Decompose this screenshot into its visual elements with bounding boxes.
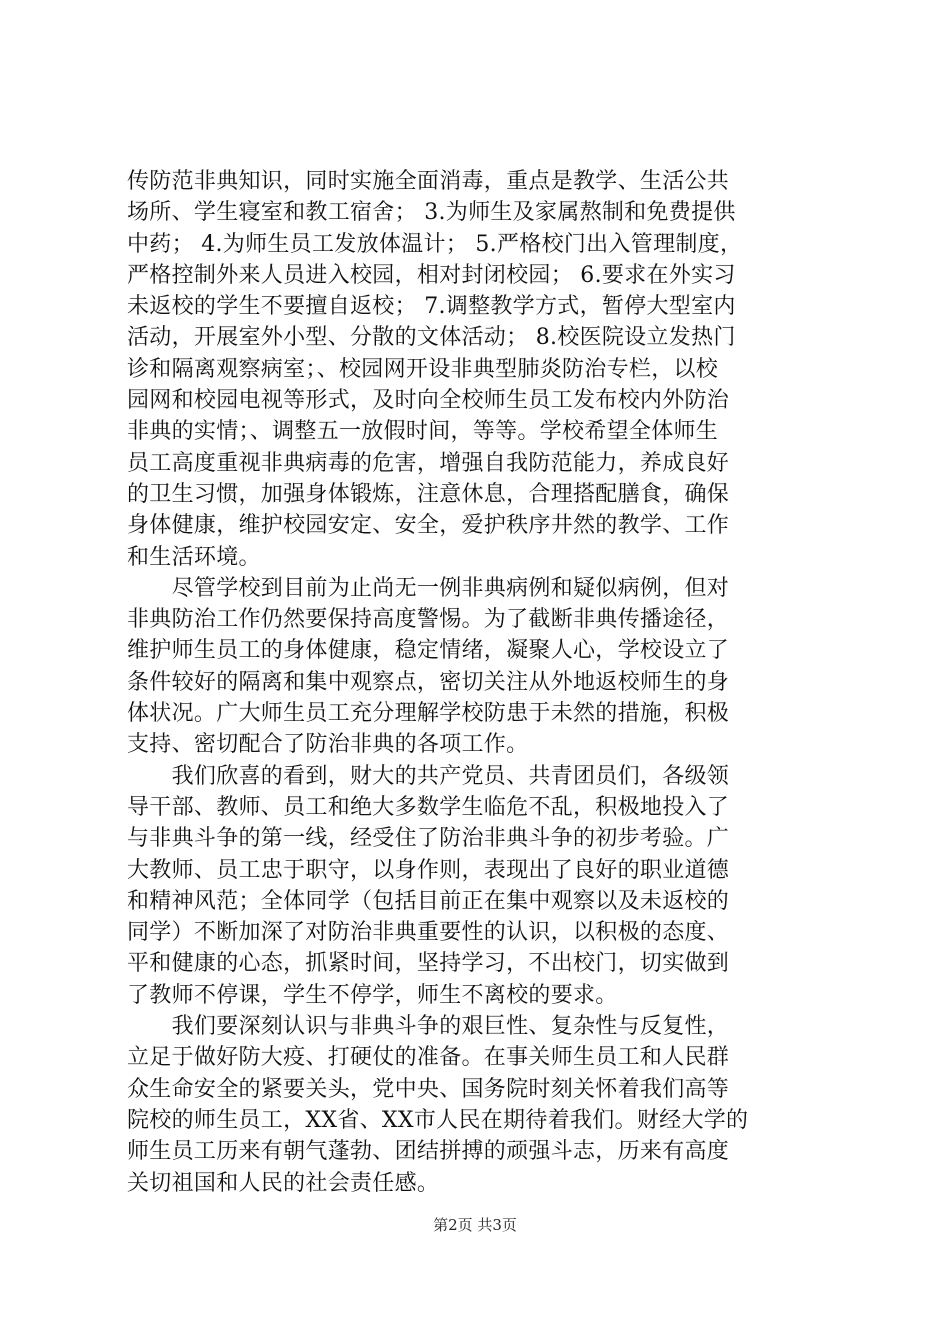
text-line: 和精神风范；全体同学（包括目前正在集中观察以及未返校的 xyxy=(127,888,730,914)
text-line: 未返校的学生不要擅自返校； 7.调整教学方式，暂停大型室内 xyxy=(127,294,736,320)
text-line: 体状况。广大师生员工充分理解学校防患于未然的措施，积极 xyxy=(127,701,730,727)
text-line: 同学）不断加深了对防治非典重要性的认识，以积极的态度、 xyxy=(127,920,730,946)
text-line: 非典的实情；、调整五一放假时间，等等。学校希望全体师生 xyxy=(127,419,719,445)
document-body xyxy=(127,166,827,1199)
text-line: 活动，开展室外小型、分散的文体活动； 8.校医院设立发热门 xyxy=(127,325,736,351)
text-line: 和生活环境。 xyxy=(127,544,261,570)
text-line: 非典防治工作仍然要保持高度警惕。为了截断非典传播途径， xyxy=(127,607,730,633)
page-footer: 第2页 共3页 xyxy=(433,1216,517,1234)
text-line: 场所、学生寝室和教工宿舍； 3.为师生及家属熬制和免费提供 xyxy=(127,200,736,226)
text-line: 院校的师生员工，XX省、XX市人民在期待着我们。财经大学的 xyxy=(127,1107,749,1133)
text-line: 的卫生习惯，加强身体锻炼，注意休息，合理搭配膳食，确保 xyxy=(127,481,730,507)
text-line: 严格控制外来人员进入校园，相对封闭校园； 6.要求在外实习 xyxy=(127,262,736,288)
text-line: 我们要深刻认识与非典斗争的艰巨性、复杂性与反复性， xyxy=(127,1014,730,1040)
text-line: 维护师生员工的身体健康，稳定情绪，凝聚人心，学校设立了 xyxy=(127,638,730,664)
text-line: 导干部、教师、员工和绝大多数学生临危不乱，积极地投入了 xyxy=(127,794,730,820)
text-line: 平和健康的心态，抓紧时间，坚持学习，不出校门，切实做到 xyxy=(127,951,730,977)
text-line: 与非典斗争的第一线，经受住了防治非典斗争的初步考验。广 xyxy=(127,826,730,852)
text-line: 尽管学校到目前为止尚无一例非典病例和疑似病例，但对 xyxy=(127,575,730,601)
text-line: 条件较好的隔离和集中观察点，密切关注从外地返校师生的身 xyxy=(127,669,730,695)
text-line: 师生员工历来有朝气蓬勃、团结拼搏的顽强斗志，历来有高度 xyxy=(127,1139,730,1165)
text-line: 中药； 4.为师生员工发放体温计； 5.严格校门出入管理制度， xyxy=(127,231,743,257)
text-line: 关切祖国和人民的社会责任感。 xyxy=(127,1170,440,1196)
text-line: 诊和隔离观察病室；、校园网开设非典型肺炎防治专栏，以校 xyxy=(127,356,719,382)
text-line: 身体健康，维护校园安定、安全，爱护秩序井然的教学、工作 xyxy=(127,513,730,539)
text-line: 传防范非典知识，同时实施全面消毒，重点是教学、生活公共 xyxy=(127,169,730,194)
text-line: 员工高度重视非典病毒的危害，增强自我防范能力，养成良好 xyxy=(127,450,730,476)
text-line: 立足于做好防大疫、打硬仗的准备。在事关师生员工和人民群 xyxy=(127,1045,730,1071)
text-line: 大教师、员工忠于职守，以身作则，表现出了良好的职业道德 xyxy=(127,857,730,883)
text-line: 支持、密切配合了防治非典的各项工作。 xyxy=(127,732,529,758)
text-line: 了教师不停课，学生不停学，师生不离校的要求。 xyxy=(127,982,618,1008)
text-line: 我们欣喜的看到，财大的共产党员、共青团员们，各级领 xyxy=(127,763,730,789)
text-line: 众生命安全的紧要关头，党中央、国务院时刻关怀着我们高等 xyxy=(127,1076,730,1102)
text-line: 园网和校园电视等形式，及时向全校师生员工发布校内外防治 xyxy=(127,388,730,414)
